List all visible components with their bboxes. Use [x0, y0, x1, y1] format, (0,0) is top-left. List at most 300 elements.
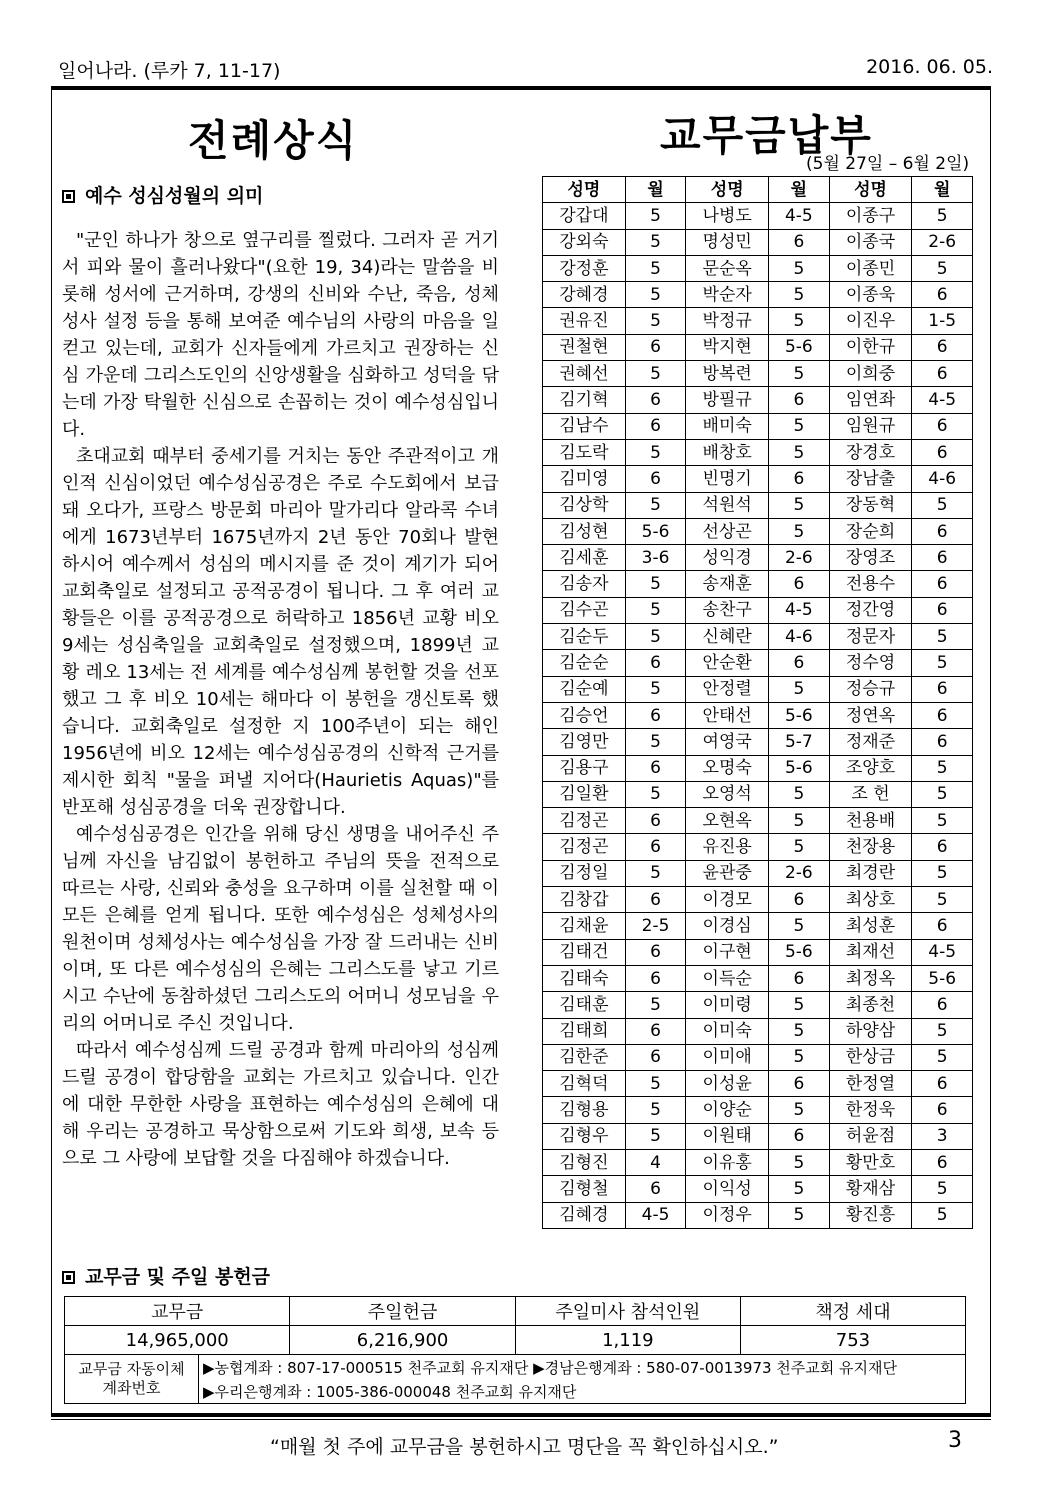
roster-month-cell: 5	[912, 781, 973, 807]
roster-month-cell: 5	[625, 1123, 686, 1149]
bottom-rule	[51, 1413, 991, 1417]
roster-month-cell: 5	[625, 571, 686, 597]
roster-month-cell: 6	[912, 361, 973, 387]
roster-name-cell: 천용배	[829, 808, 912, 834]
roster-month-cell: 5-6	[769, 939, 830, 965]
roster-month-cell: 5	[625, 676, 686, 702]
roster-month-cell: 6	[625, 1018, 686, 1044]
roster-month-cell: 2-6	[769, 860, 830, 886]
roster-name-cell: 황진흥	[829, 1202, 912, 1228]
account-label-line1: 교무금 자동이체	[78, 1360, 185, 1378]
roster-name-cell: 김영만	[543, 729, 626, 755]
roster-name-cell: 정수영	[829, 650, 912, 676]
roster-name-cell: 박순자	[686, 282, 769, 308]
roster-row	[543, 1044, 973, 1070]
finance-value: 1,119	[515, 1326, 740, 1355]
roster-month-cell: 2-5	[625, 913, 686, 939]
roster-month-cell: 6	[625, 1044, 686, 1070]
roster-name-cell: 윤관중	[686, 860, 769, 886]
roster-name-cell: 한상금	[829, 1044, 912, 1070]
roster-month-cell: 5	[625, 781, 686, 807]
article-paragraph: "군인 하나가 창으로 옆구리를 찔렀다. 그러자 곧 거기서 피와 물이 흘러나왔다"(요한 19, 34)라는 말씀을 비롯해 성서에 근거하며, 강생의 신비와 수난, 죽음, 성체성사 설정 등을 통해 보여준 예수님의 사랑의 마음을 일컫고 있는데, 교회가 신자들에게 가르치고 권장하는 신심 가운데 그리스도인의 신앙생활을 심화하고 성덕을 닦는데 가장 탁월한 신심으로 손꼽히는 것이 예수성심입니다.	[62, 230, 499, 440]
article-heading	[62, 181, 263, 208]
roster-name-cell: 김형진	[543, 1149, 626, 1175]
roster-month-cell: 5	[625, 492, 686, 518]
roster-month-cell: 5	[769, 1149, 830, 1175]
roster-month-cell: 5	[769, 413, 830, 439]
roster-month-cell: 5	[769, 1097, 830, 1123]
roster-name-cell: 김송자	[543, 571, 626, 597]
roster-name-cell: 이유홍	[686, 1149, 769, 1175]
roster-month-cell: 4-5	[912, 387, 973, 413]
roster-month-cell: 3-6	[625, 545, 686, 571]
roster-name-cell: 최성훈	[829, 913, 912, 939]
roster-month-cell: 5	[912, 650, 973, 676]
roster-row	[543, 624, 973, 650]
roster-month-cell: 6	[912, 597, 973, 623]
roster-name-cell: 김채윤	[543, 913, 626, 939]
roster-month-cell: 5	[625, 282, 686, 308]
liturgy-title: 전례상식	[188, 116, 359, 165]
roster-row	[543, 466, 973, 492]
article-paragraph: 초대교회 때부터 중세기를 거치는 동안 주관적이고 개인적 신심이었던 예수성심공경은 주로 수도회에서 보급돼 오다가, 프랑스 방문회 마리아 말가리다 알라콕 수녀에게 1673년부터 1675년까지 2년 동안 70회나 발현하시어 예수께서 성심의 메시지를 준 것이 계기가 되어 교회축일로 설정되고 공적공경이 됩니다. 그 후 여러 교황들은 이를 공적공경으로 허락하고 1856년 교황 비오 9세는 성심축일을 교회축일로 설정했으며, 1899년 교황 레오 13세는 전 세계를 예수성심께 봉헌할 것을 선포했고 그 후 비오 10세는 해마다 이 봉헌을 갱신토록 했습니다. 교회축일로 설정한 지 100주년이 되는 해인 1956년에 비오 12세는 예수성심공경의 신학적 근거를 제시한 회칙 "물을 퍼낼 지어다(Haurietis Aquas)"를 반포해 성심공경을 더욱 권장합니다.	[62, 446, 499, 818]
roster-month-cell: 5	[625, 255, 686, 281]
roster-name-cell: 최재선	[829, 939, 912, 965]
roster-name-cell: 김기혁	[543, 387, 626, 413]
account-line-row	[65, 1379, 965, 1403]
roster-month-cell: 5	[625, 1097, 686, 1123]
roster-name-cell: 배창호	[686, 439, 769, 465]
roster-month-cell: 6	[912, 334, 973, 360]
roster-name-cell: 장남출	[829, 466, 912, 492]
finance-heading-text: 교무금 및 주일 봉헌금	[85, 1266, 271, 1288]
roster-month-cell: 5	[625, 1071, 686, 1097]
header-date: 2016. 06. 05.	[866, 56, 993, 78]
roster-name-cell: 이미애	[686, 1044, 769, 1070]
roster-month-cell: 5	[625, 229, 686, 255]
roster-month-cell: 5	[625, 992, 686, 1018]
roster-month-cell: 4-5	[625, 1202, 686, 1228]
col-header-month: 월	[625, 177, 686, 203]
roster-name-cell: 조 헌	[829, 781, 912, 807]
roster-name-cell: 김혜경	[543, 1202, 626, 1228]
roster-month-cell: 6	[625, 939, 686, 965]
roster-month-cell: 6	[912, 729, 973, 755]
roster-row	[543, 1097, 973, 1123]
roster-month-cell: 6	[769, 887, 830, 913]
roster-month-cell: 5-6	[912, 965, 973, 991]
roster-name-cell: 장경호	[829, 439, 912, 465]
roster-name-cell: 한정열	[829, 1071, 912, 1097]
roster-name-cell: 김도락	[543, 439, 626, 465]
roster-name-cell: 김혁덕	[543, 1071, 626, 1097]
header-reading: 일어나라. (루카 7, 11-17)	[58, 60, 281, 82]
roster-month-cell: 6	[769, 466, 830, 492]
roster-name-cell: 오현옥	[686, 808, 769, 834]
roster-month-cell: 3	[912, 1123, 973, 1149]
roster-row	[543, 597, 973, 623]
roster-name-cell: 강정훈	[543, 255, 626, 281]
roster-row	[543, 308, 973, 334]
roster-name-cell: 최정옥	[829, 965, 912, 991]
roster-row	[543, 518, 973, 544]
roster-month-cell: 5	[912, 1044, 973, 1070]
roster-name-cell: 빈명기	[686, 466, 769, 492]
article-body	[62, 227, 499, 1172]
roster-month-cell: 5	[769, 255, 830, 281]
roster-month-cell: 5	[769, 834, 830, 860]
roster-month-cell: 5-7	[769, 729, 830, 755]
roster-row	[543, 939, 973, 965]
roster-name-cell: 황재삼	[829, 1176, 912, 1202]
roster-name-cell: 이미령	[686, 992, 769, 1018]
roster-row	[543, 1149, 973, 1175]
col-header-name: 성명	[829, 177, 912, 203]
roster-month-cell: 5	[769, 1202, 830, 1228]
roster-month-cell: 5	[912, 755, 973, 781]
roster-month-cell: 5	[769, 992, 830, 1018]
roster-name-cell: 김순두	[543, 624, 626, 650]
roster-name-cell: 김태숙	[543, 965, 626, 991]
roster-month-cell: 4-6	[912, 466, 973, 492]
roster-name-cell: 한정욱	[829, 1097, 912, 1123]
roster-month-cell: 5-6	[769, 702, 830, 728]
roster-name-cell: 이원태	[686, 1123, 769, 1149]
roster-name-cell: 강혜경	[543, 282, 626, 308]
roster-row	[543, 1202, 973, 1228]
roster-month-cell: 6	[625, 702, 686, 728]
roster-month-cell: 5	[625, 361, 686, 387]
roster-name-cell: 이종욱	[829, 282, 912, 308]
roster-month-cell: 5	[769, 361, 830, 387]
finance-account-row	[65, 1355, 966, 1404]
roster-month-cell: 6	[769, 650, 830, 676]
roster-month-cell: 6	[912, 1097, 973, 1123]
roster-name-cell: 박지현	[686, 334, 769, 360]
roster-row	[543, 913, 973, 939]
roster-name-cell: 이종민	[829, 255, 912, 281]
roster-month-cell: 6	[912, 992, 973, 1018]
roster-name-cell: 김형철	[543, 1176, 626, 1202]
roster-name-cell: 성익경	[686, 545, 769, 571]
roster-row	[543, 492, 973, 518]
roster-name-cell: 정간영	[829, 597, 912, 623]
roster-month-cell: 6	[625, 834, 686, 860]
roster-name-cell: 장순희	[829, 518, 912, 544]
roster-name-cell: 이경심	[686, 913, 769, 939]
roster-name-cell: 여영국	[686, 729, 769, 755]
finance-header: 주일미사 참석인원	[515, 1297, 740, 1326]
roster-name-cell: 이종국	[829, 229, 912, 255]
roster-month-cell: 6	[912, 518, 973, 544]
roster-name-cell: 김정곤	[543, 834, 626, 860]
roster-row	[543, 361, 973, 387]
roster-name-cell: 명성민	[686, 229, 769, 255]
roster-month-cell: 4-6	[769, 624, 830, 650]
roster-month-cell: 5-6	[625, 518, 686, 544]
roster-row	[543, 729, 973, 755]
roster-month-cell: 5	[625, 860, 686, 886]
roster-name-cell: 문순옥	[686, 255, 769, 281]
footer-note: “매월 첫 주에 교무금을 봉헌하시고 명단을 꼭 확인하십시오.”	[270, 1436, 779, 1458]
roster-row	[543, 834, 973, 860]
square-bullet-icon	[62, 190, 75, 203]
finance-table	[64, 1296, 966, 1404]
finance-header: 교무금	[65, 1297, 290, 1326]
roster-month-cell: 6	[912, 1149, 973, 1175]
roster-month-cell: 5	[625, 203, 686, 229]
roster-name-cell: 장동혁	[829, 492, 912, 518]
roster-month-cell: 5	[912, 255, 973, 281]
finance-value: 6,216,900	[290, 1326, 515, 1355]
roster-month-cell: 2-6	[912, 229, 973, 255]
dues-roster-table	[542, 176, 973, 1229]
roster-month-cell: 5	[769, 1176, 830, 1202]
roster-row	[543, 1018, 973, 1044]
roster-name-cell: 김일환	[543, 781, 626, 807]
roster-name-cell: 김태희	[543, 1018, 626, 1044]
roster-month-cell: 6	[769, 1071, 830, 1097]
roster-month-cell: 2-6	[769, 545, 830, 571]
roster-month-cell: 5	[912, 1018, 973, 1044]
roster-name-cell: 김순순	[543, 650, 626, 676]
roster-row	[543, 334, 973, 360]
roster-row	[543, 650, 973, 676]
finance-value: 753	[740, 1326, 965, 1355]
roster-month-cell: 6	[912, 676, 973, 702]
account-table	[65, 1355, 965, 1403]
roster-month-cell: 6	[625, 1176, 686, 1202]
roster-name-cell: 김승언	[543, 702, 626, 728]
roster-month-cell: 6	[625, 965, 686, 991]
roster-name-cell: 천장용	[829, 834, 912, 860]
roster-month-cell: 6	[769, 1123, 830, 1149]
roster-name-cell: 이정우	[686, 1202, 769, 1228]
roster-name-cell: 장영조	[829, 545, 912, 571]
roster-month-cell: 5	[625, 439, 686, 465]
roster-name-cell: 이희중	[829, 361, 912, 387]
roster-name-cell: 이양순	[686, 1097, 769, 1123]
roster-row	[543, 702, 973, 728]
roster-month-cell: 5	[625, 308, 686, 334]
roster-month-cell: 6	[625, 887, 686, 913]
roster-month-cell: 6	[769, 387, 830, 413]
roster-name-cell: 이득순	[686, 965, 769, 991]
account-line-1: ▶농협계좌 : 807-17-000515 천주교회 유지재단 ▶경남은행계좌 : 580-07-0013973 천주교회 유지재단	[203, 1358, 897, 1377]
roster-month-cell: 5	[912, 203, 973, 229]
roster-month-cell: 4-5	[912, 939, 973, 965]
roster-name-cell: 김창갑	[543, 887, 626, 913]
col-header-month: 월	[912, 177, 973, 203]
roster-name-cell: 황만호	[829, 1149, 912, 1175]
article-paragraph: 따라서 예수성심께 드릴 공경과 함께 마리아의 성심께 드릴 공경이 합당함을 교회는 가르치고 있습니다. 인간에 대한 무한한 사랑을 표현하는 예수성심의 은혜에 대해 우리는 공경하고 묵상함으로써 기도와 희생, 보속 등으로 그 사랑에 보답할 것을 다짐해야 하겠습니다.	[62, 1040, 499, 1169]
roster-name-cell: 정재준	[829, 729, 912, 755]
roster-name-cell: 이구현	[686, 939, 769, 965]
roster-name-cell: 김상학	[543, 492, 626, 518]
roster-month-cell: 5	[769, 676, 830, 702]
roster-name-cell: 오명숙	[686, 755, 769, 781]
roster-month-cell: 6	[625, 387, 686, 413]
roster-name-cell: 이미숙	[686, 1018, 769, 1044]
roster-name-cell: 김순예	[543, 676, 626, 702]
roster-row	[543, 1176, 973, 1202]
roster-row	[543, 571, 973, 597]
roster-month-cell: 6	[912, 1071, 973, 1097]
roster-name-cell: 이익성	[686, 1176, 769, 1202]
roster-name-cell: 권유진	[543, 308, 626, 334]
finance-header: 책정 세대	[740, 1297, 965, 1326]
roster-name-cell: 김용구	[543, 755, 626, 781]
roster-month-cell: 5	[912, 1176, 973, 1202]
roster-month-cell: 4	[625, 1149, 686, 1175]
roster-month-cell: 6	[912, 702, 973, 728]
roster-name-cell: 하양삼	[829, 1018, 912, 1044]
roster-month-cell: 5	[769, 492, 830, 518]
roster-row	[543, 1071, 973, 1097]
roster-row	[543, 439, 973, 465]
roster-month-cell: 5	[912, 1202, 973, 1228]
roster-row	[543, 808, 973, 834]
roster-name-cell: 이경모	[686, 887, 769, 913]
roster-month-cell: 6	[912, 439, 973, 465]
roster-month-cell: 1-5	[912, 308, 973, 334]
roster-month-cell: 5	[912, 492, 973, 518]
roster-row	[543, 545, 973, 571]
roster-month-cell: 5	[625, 624, 686, 650]
roster-name-cell: 임연좌	[829, 387, 912, 413]
roster-name-cell: 이종구	[829, 203, 912, 229]
roster-month-cell: 6	[625, 413, 686, 439]
roster-month-cell: 5	[769, 781, 830, 807]
roster-month-cell: 5	[912, 624, 973, 650]
dues-title: 교무금납부	[660, 111, 873, 160]
roster-month-cell: 6	[625, 334, 686, 360]
bottom-rule-thin	[51, 1419, 991, 1420]
roster-month-cell: 6	[769, 965, 830, 991]
roster-name-cell: 오영석	[686, 781, 769, 807]
roster-row	[543, 992, 973, 1018]
roster-name-cell: 안순환	[686, 650, 769, 676]
roster-name-cell: 안정렬	[686, 676, 769, 702]
roster-month-cell: 5	[769, 1044, 830, 1070]
roster-name-cell: 김남수	[543, 413, 626, 439]
roster-name-cell: 김형우	[543, 1123, 626, 1149]
roster-name-cell: 전용수	[829, 571, 912, 597]
col-header-name: 성명	[543, 177, 626, 203]
roster-month-cell: 6	[625, 808, 686, 834]
roster-month-cell: 6	[912, 545, 973, 571]
roster-row	[543, 860, 973, 886]
roster-name-cell: 정연옥	[829, 702, 912, 728]
roster-month-cell: 5	[912, 887, 973, 913]
roster-name-cell: 방복련	[686, 361, 769, 387]
roster-name-cell: 정문자	[829, 624, 912, 650]
roster-name-cell: 석원석	[686, 492, 769, 518]
roster-name-cell: 방필규	[686, 387, 769, 413]
roster-header-row	[543, 177, 973, 203]
roster-row	[543, 676, 973, 702]
roster-row	[543, 387, 973, 413]
roster-row	[543, 781, 973, 807]
roster-name-cell: 김세훈	[543, 545, 626, 571]
roster-month-cell: 6	[912, 282, 973, 308]
roster-row	[543, 203, 973, 229]
roster-month-cell: 5	[625, 729, 686, 755]
roster-month-cell: 4-5	[769, 597, 830, 623]
finance-header: 주일헌금	[290, 1297, 515, 1326]
roster-name-cell: 권철현	[543, 334, 626, 360]
page-number: 3	[948, 1428, 962, 1453]
roster-month-cell: 5	[769, 808, 830, 834]
col-header-month: 월	[769, 177, 830, 203]
roster-month-cell: 6	[912, 913, 973, 939]
account-cell	[65, 1355, 966, 1404]
article-heading-text: 예수 성심성월의 의미	[85, 185, 264, 207]
roster-month-cell: 5-6	[769, 755, 830, 781]
finance-heading	[62, 1262, 270, 1289]
roster-name-cell: 김정일	[543, 860, 626, 886]
roster-month-cell: 5	[912, 808, 973, 834]
roster-month-cell: 6	[769, 229, 830, 255]
roster-row	[543, 282, 973, 308]
roster-row	[543, 413, 973, 439]
roster-name-cell: 선상곤	[686, 518, 769, 544]
square-bullet-icon	[62, 1271, 75, 1284]
roster-row	[543, 887, 973, 913]
roster-month-cell: 5	[912, 860, 973, 886]
roster-month-cell: 5	[769, 308, 830, 334]
article-paragraph: 예수성심공경은 인간을 위해 당신 생명을 내어주신 주님께 자신을 남김없이 봉헌하고 주님의 뜻을 전적으로 따르는 사랑, 신뢰와 충성을 요구하며 이를 실천할 때 이 모든 은혜를 얻게 됩니다. 또한 예수성심은 성체성사의 원천이며 성체성사는 예수성심을 가장 잘 드러내는 신비이며, 또 다른 예수성심의 은혜는 그리스도를 낳고 기르시고 수난에 동참하셨던 그리스도의 어머니 성모님을 우리의 어머니로 주신 것입니다.	[62, 824, 499, 1034]
roster-name-cell: 송재훈	[686, 571, 769, 597]
roster-row	[543, 755, 973, 781]
roster-month-cell: 6	[912, 413, 973, 439]
roster-name-cell: 신혜란	[686, 624, 769, 650]
roster-month-cell: 5	[769, 282, 830, 308]
roster-name-cell: 정승규	[829, 676, 912, 702]
roster-month-cell: 6	[625, 650, 686, 676]
roster-name-cell: 김한준	[543, 1044, 626, 1070]
roster-name-cell: 박정규	[686, 308, 769, 334]
roster-month-cell: 5	[769, 1018, 830, 1044]
roster-name-cell: 권혜선	[543, 361, 626, 387]
roster-name-cell: 최종천	[829, 992, 912, 1018]
roster-month-cell: 6	[769, 571, 830, 597]
roster-name-cell: 최경란	[829, 860, 912, 886]
roster-month-cell: 6	[912, 834, 973, 860]
finance-value-row	[65, 1326, 966, 1355]
roster-name-cell: 이한규	[829, 334, 912, 360]
account-label	[65, 1355, 199, 1403]
roster-name-cell: 김수곤	[543, 597, 626, 623]
roster-name-cell: 배미숙	[686, 413, 769, 439]
roster-month-cell: 6	[625, 466, 686, 492]
roster-name-cell: 최상호	[829, 887, 912, 913]
roster-month-cell: 5-6	[769, 334, 830, 360]
col-header-name: 성명	[686, 177, 769, 203]
roster-name-cell: 임원규	[829, 413, 912, 439]
roster-row	[543, 255, 973, 281]
roster-name-cell: 강갑대	[543, 203, 626, 229]
roster-name-cell: 강외숙	[543, 229, 626, 255]
roster-name-cell: 김정곤	[543, 808, 626, 834]
roster-name-cell: 유진용	[686, 834, 769, 860]
account-line-2: ▶우리은행계좌 : 1005-386-000048 천주교회 유지재단	[203, 1382, 577, 1401]
roster-month-cell: 5	[769, 518, 830, 544]
roster-name-cell: 조양호	[829, 755, 912, 781]
finance-header-row	[65, 1297, 966, 1326]
roster-name-cell: 이진우	[829, 308, 912, 334]
roster-month-cell: 5	[769, 439, 830, 465]
